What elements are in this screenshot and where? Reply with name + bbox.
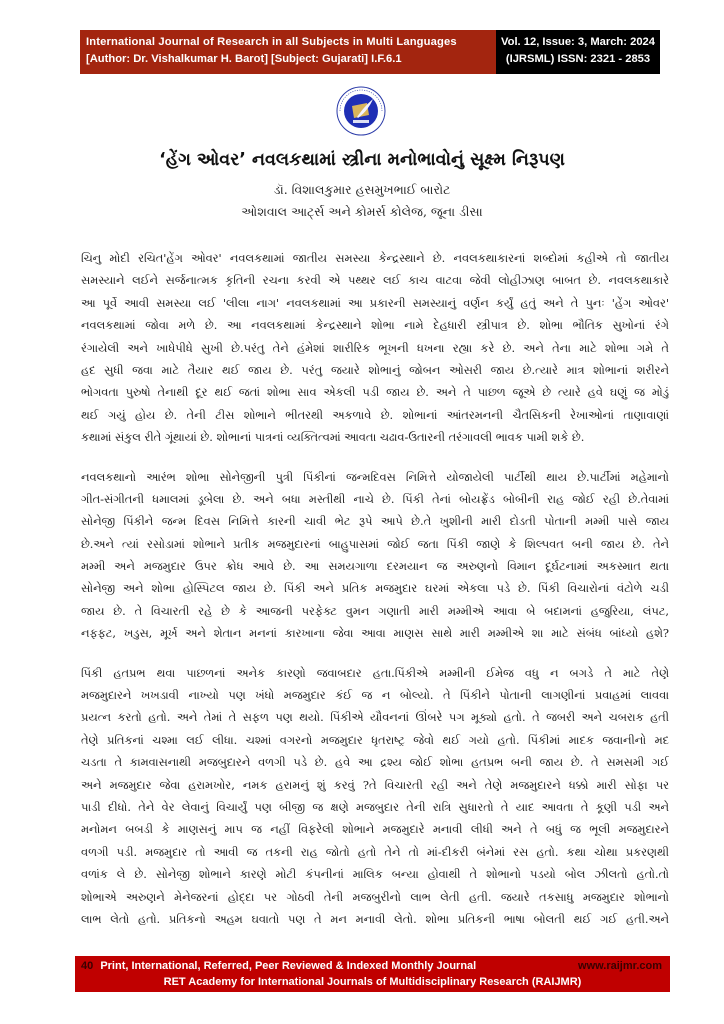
text-line: પાડી દીધો. તેને વેર લેવાનું વિચાર્યું પણ બીજી જ ક્ષણે મજબુદાર તેની રાત્રિ સુધારતો તે યાદ આવતા તે કૂણી પડી અને bbox=[81, 799, 669, 814]
text-line: વળાંક લે છે. સોનેજી શોભાને કારણે મોટી કંપનીનાં માલિક બન્યા હોવાથી તે શોભાનો પડયો બોલ ઝીલતો હતો.તો bbox=[81, 867, 669, 882]
text-line: સોનેજી પિંકીને જન્મ દિવસ નિમિત્તે કારની ચાવી ભેટ રૂપે આપે છે.તે ખુશીની મારી દોડતી પોતાની મમ્મી પાસે જાય bbox=[81, 514, 669, 529]
journal-name: International Journal of Research in all Subjects in Multi Languages bbox=[86, 36, 457, 48]
header-issue-info bbox=[496, 30, 660, 74]
text-line: છે.અને ત્યાં રસોડામાં શોભાને પ્રતીક મજમુદારનાં બાહુપાસમાં જોઈ જતા પિંકી જાણે કે શિલ્પવત બની જાય છે. તેને bbox=[81, 536, 669, 551]
text-line: સોનેજી અને શોભા હોસ્પિટલ જાય છે. પિંકી અને પ્રતિક મજમુદાર ઘરમાં એકલા પડે છે. પિંકી વિચારોનાં વંટોળે ચડી bbox=[81, 581, 669, 596]
text-line: ચિનુ મોદી રચિત'હેંગ ઓવર' નવલકથામાં જાતીય સમસ્યા કેન્દ્રસ્થાને છે. નવલકથાકારનાં શબ્દોમાં કહીએ તો જાતીય bbox=[81, 251, 669, 265]
website-link[interactable]: www.raijmr.com bbox=[578, 960, 662, 972]
text-line: ભોગવતા પુરુષો તેનાથી દૂર થઈ જતાં શોભા સાવ એકલી પડી જાય છે. અને તે પાછળ જૂએ છે ત્યારે હવે ઘણું જ મોડું bbox=[81, 385, 669, 400]
article-body bbox=[81, 247, 669, 947]
author-subject-line: [Author: Dr. Vishalkumar H. Barot] [Subject: Gujarati] I.F.6.1 bbox=[86, 53, 402, 65]
text-line: ગીત-સંગીતની ધમાલમાં ડૂબેલા છે. અને બધા મસ્તીથી નાચે છે. પિંકી તેનાં બોયફ્રેંડ બોબીની રાહ જોઈ રહી છે.તેવામાં bbox=[81, 491, 669, 506]
header-journal-info bbox=[80, 30, 496, 74]
logo-graphic bbox=[336, 86, 386, 136]
text-line: તેણે પ્રતિકનાં ચશ્મા લઈ લીધા. ચશ્માં વગરનો મજમુદાર ધૃતરાષ્ટ્ર જેવો થઈ ગયો હતો. પિંકીમાં માદક જવાનીનો મદ bbox=[81, 732, 669, 747]
text-line: જાય છે. તે વિચારતી રહે છે કે આજની પરફેક્ટ વુમન ગણાતી મારી મમ્મીએ આવા બે બદામનાં હજુરિયા, લંપટ, bbox=[81, 603, 669, 618]
text-line: નવલકથામાં જોવા મળે છે. આ નવલકથામાં કેન્દ્રસ્થાને શોભા નામે દેહધારી સ્ત્રીપાત્ર છે. શોભા ભૌતિક સુખોનાં રંગે bbox=[81, 318, 669, 333]
volume-issue: Vol. 12, Issue: 3, March: 2024 bbox=[500, 36, 655, 48]
footer-publisher: RET Academy for International Journals of Multidisciplinary Research (RAIJMR) bbox=[163, 976, 582, 988]
footer-row-1 bbox=[81, 958, 662, 974]
paragraph-2 bbox=[81, 466, 669, 645]
text-line: અને મજમુદાર જેવા હરામખોર, નમક હરામનું શું કરવું ?તે વિચારતી રહી અને તેણે મજમુદારને ધક્કો મારી સોફા પર bbox=[81, 777, 669, 792]
text-line: આ પૂર્વે આવી સમસ્યા લઈ 'લીલા નાગ' નવલકથામાં આ પ્રકારની સમસ્યાનું વર્ણન કર્યું હતું અને તે પુનઃ 'હેંગ ઓવર' bbox=[81, 295, 669, 310]
text-line: મજમુદારને ખખડાવી નાખ્યો પણ ખંધો મજમુદાર કંઈ જ ન બોલ્યો. તે પિંકીને પોતાની લાગણીનાં પ્રવાહમાં લાવવા bbox=[81, 688, 669, 703]
text-line: સમસ્યાને લઈને સર્જનાત્મક કૃતિની રચના કરવી એ પથ્થર લઈ કાચ વાટવા જેવી લોહીઝાણ બાબત છે. નવલકથાકારે bbox=[81, 273, 669, 288]
paragraph-1 bbox=[81, 247, 669, 449]
text-line: પિંકી હતપ્રભ થવા પાછળનાં અનેક કારણો જવાબદાર હતા.પિંકીએ મમ્મીની ઈમેજ વધુ ન બગડે તે માટે તેણે bbox=[81, 665, 669, 680]
text-line: ચડતા તે કામવાસનાથી મજબુદારને વળગી પડે છે. હવે આ દ્રશ્ય જોઈ શોભા હતપ્રભ બની જાય છે. તે સમસમી ગઈ bbox=[81, 755, 669, 770]
text-line: નફફટ, ખડુસ, મૂર્ખ અને શેતાન મનનાં કારખાના જેવા આવા માણસ સાથે મારી મમ્મીએ શા માટે સંબંધ બાંધ્યો હશે? bbox=[81, 626, 669, 641]
article-affiliation: ઓશવાલ આર્ટ્સ અને કોમર્સ કોલેજ, જૂના ડીસા bbox=[241, 204, 483, 219]
text-line: કથામાં સંકુલ રીતે ગૂંથાયાં છે. શોભાનાં પાત્રનાં વ્યક્તિત્વમાં આવતા ચઢાવ-ઉતારની તરંગાવલી ભાવક પામી શકે છે. bbox=[81, 430, 585, 445]
text-line: મમ્મી અને મજમુદાર ઉપર ક્રોધ આવે છે. આ સમયગાળા દરમયાન જ અરુણનો વિમાન દૂર્ઘટનામાં અકસ્માત થતા bbox=[81, 559, 669, 574]
page-number: 40 bbox=[81, 960, 94, 972]
text-line: હદ સુધી જવા માટે તૈયાર થઈ જાય છે. પરંતુ જયારે શોભાનું જોબન ઓસરી જાય છે.ત્યારે માત્ર શોભાનાં શરીરને bbox=[81, 362, 669, 377]
text-line: વળગી પડી. મજમુદાર તો આવી જ તકની રાહ જોતો હતો તેને તો માં-દીકરી બંનેમાં રસ હતો. કથા ચોથા પ્રકરણથી bbox=[81, 844, 669, 859]
text-line: લાભ લેતો હતો. પ્રતિકનો અહમ ઘવાતો પણ તે મન મનાવી લેતો. શોભા પ્રતિકની ભાષા બોલતી થઈ ગઈ હતી.અને bbox=[81, 911, 669, 926]
issn: (IJRSML) ISSN: 2321 - 2853 bbox=[505, 53, 651, 65]
paragraph-3 bbox=[81, 662, 669, 931]
text-line: રંગાયેલી અને ખાધેપીધે સુખી છે.પરંતુ તેને હંમેશાં શારીરિક ભૂખની ધખના રહ્યા કરે છે. અને તેના માટે શોભા ગમે તે bbox=[81, 340, 669, 355]
text-line: નવલકથાનો આરંભ શોભા સોનેજીની પુત્રી પિંકીનાં જન્મદિવસ નિમિત્તે યોજાયેલી પાર્ટીથી થાય છે.પાર્ટીમાં મહેમાનો bbox=[81, 469, 669, 484]
journal-header bbox=[80, 30, 660, 74]
text-line: શોભાએ અરુણને મેનેજરનાં હોદ્દા પર ગોઠવી તેની મજબુરીનો લાભ લેતી હતી. જયારે તકસાધુ મજમુદાર શોભાનો bbox=[81, 889, 669, 904]
text-line: થઈ ગયું હોય છે. તેની ટીસ શોભાને ભીતરથી અકળાવે છે. શોભાનાં આંતરમનની ચૈતસિકની રેખાઓનાં તાણાવાણાં bbox=[81, 407, 669, 422]
text-line: મનોમન બબડી કે માણસનું માપ જ નહીં વિફરેલી શોભાને મજમુદારે મનાવી લીધી અને તે બધું જ ભૂલી મજમુદારને bbox=[81, 822, 669, 837]
text-line: પ્રયત્ન કરતો હતો. અને તેમાં તે સફળ પણ થયો. પિંકીએ યૌવનનાં ઊંબરે પગ મૂક્યો હતો. તે જબરી અને ચબરાક હતી bbox=[81, 710, 669, 725]
raijmr-logo-icon bbox=[336, 86, 386, 136]
footer-journal-description: Print, International, Referred, Peer Reviewed & Indexed Monthly Journal bbox=[100, 960, 477, 972]
journal-footer bbox=[75, 956, 670, 992]
article-author: ડૉ. વિશાલકુમાર હસમુખભાઈ બારોટ bbox=[273, 182, 451, 197]
article-title: ‘હેંગ ઓવર’ નવલકથામાં સ્ત્રીના મનોભાવોનું સૂક્ષ્મ નિરૂપણ bbox=[159, 150, 565, 170]
